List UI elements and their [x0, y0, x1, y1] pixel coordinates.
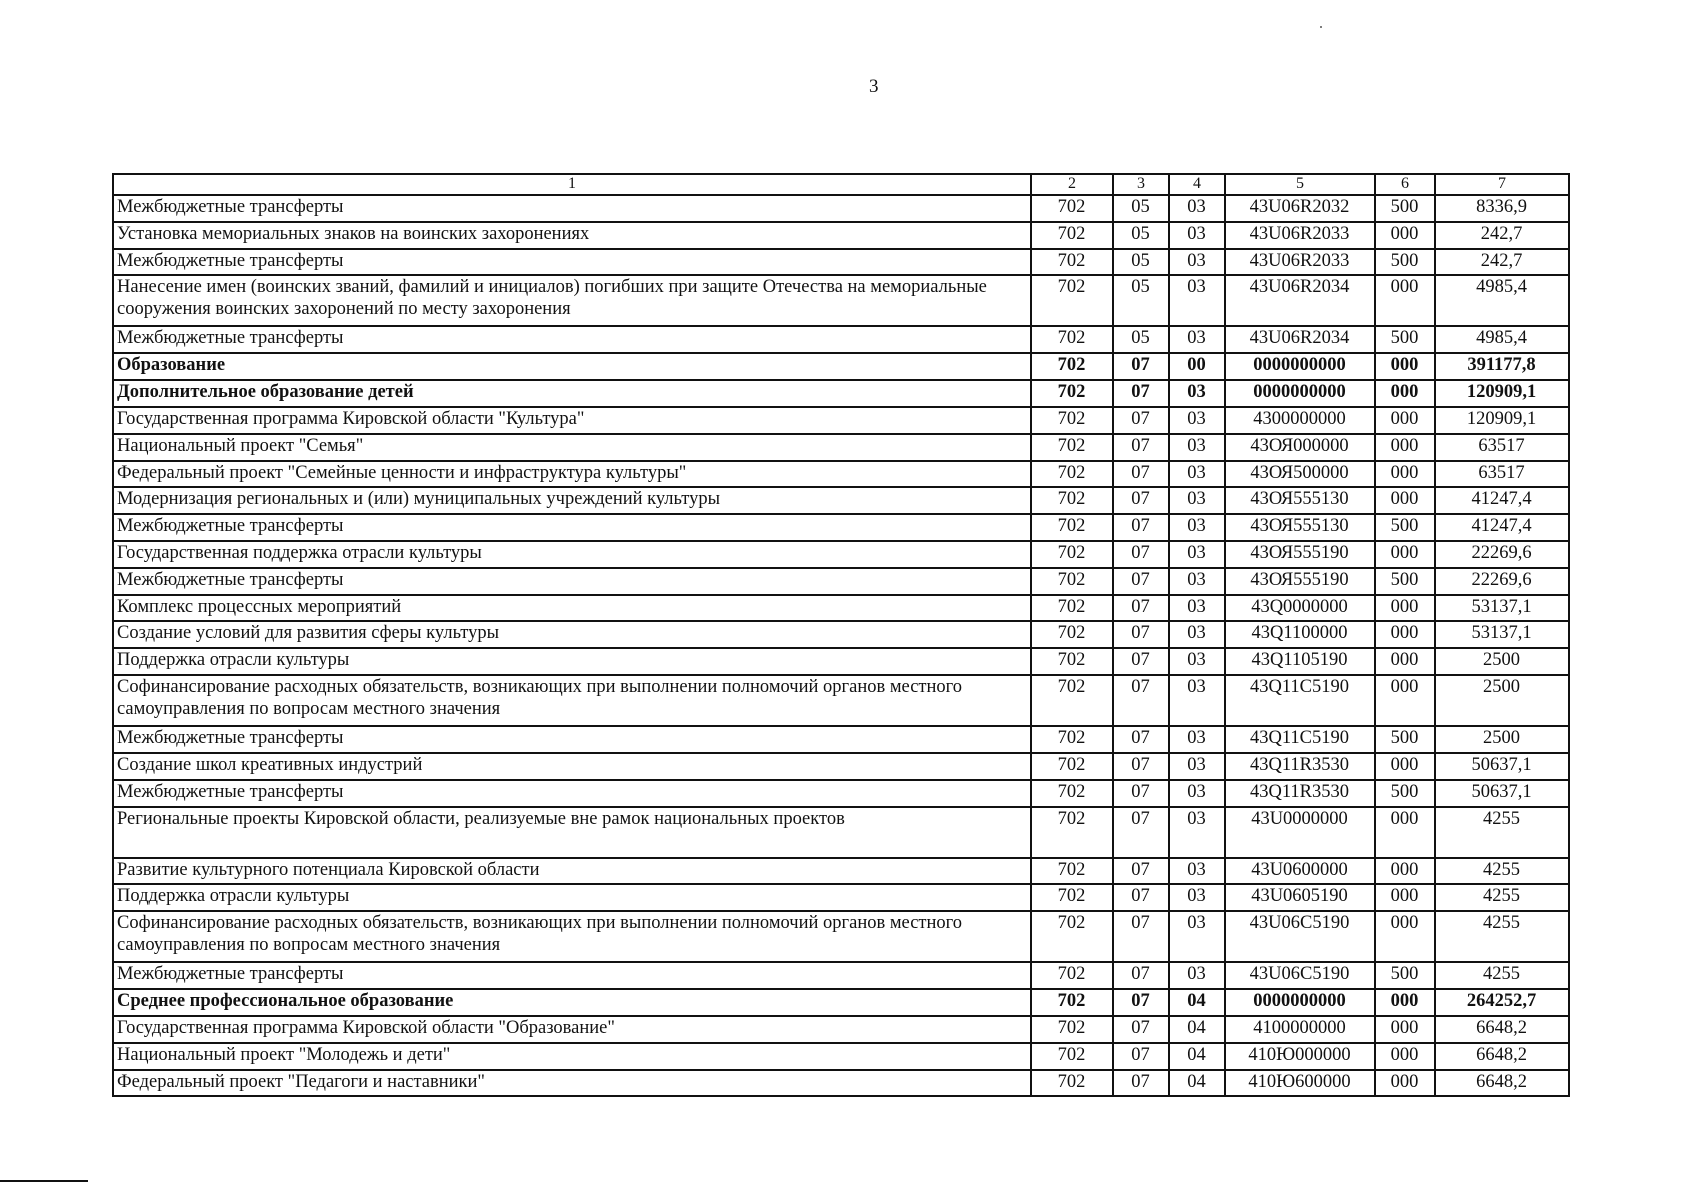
row-amount-cell: 242,7	[1435, 249, 1569, 276]
row-name-cell: Установка мемориальных знаков на воинских захоронениях	[113, 222, 1031, 249]
row-code-2-cell: 702	[1031, 541, 1113, 568]
row-code-6-cell: 000	[1375, 884, 1435, 911]
row-name-cell: Государственная программа Кировской области "Образование"	[113, 1016, 1031, 1043]
row-code-2-cell: 702	[1031, 911, 1113, 962]
row-amount-cell: 63517	[1435, 434, 1569, 461]
header-cell-1: 1	[113, 174, 1031, 195]
row-code-6-cell: 000	[1375, 753, 1435, 780]
row-name-cell: Государственная программа Кировской области "Культура"	[113, 407, 1031, 434]
row-code-2-cell: 702	[1031, 648, 1113, 675]
row-code-4-cell: 04	[1169, 1016, 1225, 1043]
row-code-5-cell: 43ОЯ555190	[1225, 568, 1375, 595]
row-code-5-cell: 43ОЯ555130	[1225, 514, 1375, 541]
row-code-3-cell: 07	[1113, 568, 1169, 595]
row-code-5-cell: 410Ю000000	[1225, 1043, 1375, 1070]
row-amount-cell: 2500	[1435, 675, 1569, 726]
row-name-cell: Поддержка отрасли культуры	[113, 648, 1031, 675]
row-amount-cell: 22269,6	[1435, 541, 1569, 568]
row-name-cell: Федеральный проект "Педагоги и наставники"	[113, 1070, 1031, 1097]
row-code-5-cell: 43Q1100000	[1225, 621, 1375, 648]
row-code-4-cell: 03	[1169, 962, 1225, 989]
row-amount-cell: 53137,1	[1435, 595, 1569, 622]
row-code-3-cell: 07	[1113, 1016, 1169, 1043]
row-name-cell: Дополнительное образование детей	[113, 380, 1031, 407]
header-cell-6: 6	[1375, 174, 1435, 195]
row-code-6-cell: 000	[1375, 807, 1435, 858]
row-code-3-cell: 07	[1113, 487, 1169, 514]
row-amount-cell: 6648,2	[1435, 1043, 1569, 1070]
row-code-2-cell: 702	[1031, 275, 1113, 326]
row-code-2-cell: 702	[1031, 884, 1113, 911]
row-code-6-cell: 000	[1375, 1016, 1435, 1043]
row-code-3-cell: 07	[1113, 648, 1169, 675]
row-code-5-cell: 4300000000	[1225, 407, 1375, 434]
row-code-3-cell: 05	[1113, 222, 1169, 249]
row-code-3-cell: 07	[1113, 380, 1169, 407]
header-cell-7: 7	[1435, 174, 1569, 195]
row-amount-cell: 4255	[1435, 884, 1569, 911]
row-code-3-cell: 07	[1113, 461, 1169, 488]
row-name-cell: Образование	[113, 353, 1031, 380]
row-code-4-cell: 03	[1169, 487, 1225, 514]
row-code-2-cell: 702	[1031, 780, 1113, 807]
row-code-6-cell: 000	[1375, 380, 1435, 407]
row-code-6-cell: 000	[1375, 434, 1435, 461]
row-name-cell: Национальный проект "Семья"	[113, 434, 1031, 461]
table-row	[113, 675, 1569, 726]
table-row	[113, 275, 1569, 326]
row-code-4-cell: 03	[1169, 780, 1225, 807]
row-code-5-cell: 43U0000000	[1225, 807, 1375, 858]
row-code-5-cell: 0000000000	[1225, 380, 1375, 407]
row-code-5-cell: 410Ю600000	[1225, 1070, 1375, 1097]
table-row	[113, 353, 1569, 380]
row-code-5-cell: 43Q1105190	[1225, 648, 1375, 675]
table-row	[113, 1070, 1569, 1097]
table-body	[113, 174, 1569, 1096]
row-code-5-cell: 43U06R2033	[1225, 222, 1375, 249]
table-row	[113, 621, 1569, 648]
row-code-2-cell: 702	[1031, 222, 1113, 249]
row-name-cell: Межбюджетные трансферты	[113, 780, 1031, 807]
row-code-4-cell: 03	[1169, 222, 1225, 249]
table-row	[113, 595, 1569, 622]
row-code-6-cell: 500	[1375, 568, 1435, 595]
row-code-5-cell: 43Q11C5190	[1225, 726, 1375, 753]
row-code-2-cell: 702	[1031, 434, 1113, 461]
row-amount-cell: 6648,2	[1435, 1016, 1569, 1043]
row-code-6-cell: 000	[1375, 541, 1435, 568]
budget-table	[112, 173, 1570, 1097]
row-amount-cell: 4255	[1435, 807, 1569, 858]
scan-speck	[1320, 26, 1322, 28]
row-code-2-cell: 702	[1031, 753, 1113, 780]
row-name-cell: Поддержка отрасли культуры	[113, 884, 1031, 911]
row-code-6-cell: 000	[1375, 989, 1435, 1016]
row-name-cell: Комплекс процессных мероприятий	[113, 595, 1031, 622]
row-code-2-cell: 702	[1031, 962, 1113, 989]
row-code-3-cell: 07	[1113, 353, 1169, 380]
row-code-4-cell: 03	[1169, 884, 1225, 911]
row-amount-cell: 2500	[1435, 726, 1569, 753]
row-amount-cell: 63517	[1435, 461, 1569, 488]
row-code-3-cell: 07	[1113, 780, 1169, 807]
row-code-3-cell: 07	[1113, 753, 1169, 780]
row-amount-cell: 4255	[1435, 858, 1569, 885]
row-amount-cell: 4985,4	[1435, 326, 1569, 353]
row-amount-cell: 6648,2	[1435, 1070, 1569, 1097]
row-code-2-cell: 702	[1031, 487, 1113, 514]
row-code-2-cell: 702	[1031, 568, 1113, 595]
row-amount-cell: 41247,4	[1435, 514, 1569, 541]
table-row	[113, 858, 1569, 885]
row-amount-cell: 41247,4	[1435, 487, 1569, 514]
row-code-5-cell: 43U06C5190	[1225, 962, 1375, 989]
table-row	[113, 753, 1569, 780]
table-row	[113, 380, 1569, 407]
table-row	[113, 461, 1569, 488]
row-code-6-cell: 500	[1375, 514, 1435, 541]
row-name-cell: Среднее профессиональное образование	[113, 989, 1031, 1016]
table-row	[113, 434, 1569, 461]
table-row	[113, 487, 1569, 514]
row-code-2-cell: 702	[1031, 595, 1113, 622]
row-code-5-cell: 43ОЯ555130	[1225, 487, 1375, 514]
row-code-5-cell: 43Q11R3530	[1225, 780, 1375, 807]
row-code-6-cell: 000	[1375, 1043, 1435, 1070]
row-code-6-cell: 500	[1375, 249, 1435, 276]
row-code-4-cell: 03	[1169, 407, 1225, 434]
row-code-3-cell: 07	[1113, 434, 1169, 461]
row-code-2-cell: 702	[1031, 726, 1113, 753]
row-name-cell: Нанесение имен (воинских званий, фамилий и инициалов) погибших при защите Отечества на мемориальные сооружения воинских захоронений по месту захоронения	[113, 275, 1031, 326]
row-name-cell: Создание условий для развития сферы культуры	[113, 621, 1031, 648]
row-code-3-cell: 07	[1113, 884, 1169, 911]
row-code-2-cell: 702	[1031, 407, 1113, 434]
row-code-3-cell: 07	[1113, 807, 1169, 858]
row-code-3-cell: 05	[1113, 275, 1169, 326]
table-row	[113, 884, 1569, 911]
row-code-4-cell: 03	[1169, 753, 1225, 780]
header-cell-3: 3	[1113, 174, 1169, 195]
row-code-6-cell: 500	[1375, 962, 1435, 989]
table-row	[113, 911, 1569, 962]
row-code-3-cell: 07	[1113, 911, 1169, 962]
row-code-3-cell: 07	[1113, 675, 1169, 726]
row-code-3-cell: 05	[1113, 195, 1169, 222]
row-code-3-cell: 07	[1113, 595, 1169, 622]
row-name-cell: Региональные проекты Кировской области, реализуемые вне рамок национальных проектов	[113, 807, 1031, 858]
row-code-4-cell: 03	[1169, 326, 1225, 353]
row-name-cell: Межбюджетные трансферты	[113, 326, 1031, 353]
table-row	[113, 989, 1569, 1016]
table-row	[113, 807, 1569, 858]
row-code-5-cell: 43U06R2034	[1225, 275, 1375, 326]
row-code-5-cell: 0000000000	[1225, 353, 1375, 380]
table-row	[113, 541, 1569, 568]
row-code-2-cell: 702	[1031, 514, 1113, 541]
row-code-5-cell: 43U0605190	[1225, 884, 1375, 911]
row-code-2-cell: 702	[1031, 353, 1113, 380]
row-code-6-cell: 000	[1375, 275, 1435, 326]
row-code-2-cell: 702	[1031, 380, 1113, 407]
row-code-6-cell: 000	[1375, 1070, 1435, 1097]
table-row	[113, 514, 1569, 541]
row-amount-cell: 242,7	[1435, 222, 1569, 249]
table-row	[113, 568, 1569, 595]
row-name-cell: Межбюджетные трансферты	[113, 249, 1031, 276]
row-code-6-cell: 000	[1375, 621, 1435, 648]
header-cell-5: 5	[1225, 174, 1375, 195]
page-number: 3	[869, 76, 879, 97]
row-code-2-cell: 702	[1031, 461, 1113, 488]
row-code-4-cell: 03	[1169, 595, 1225, 622]
row-code-4-cell: 03	[1169, 514, 1225, 541]
table-row	[113, 222, 1569, 249]
row-code-5-cell: 43ОЯ500000	[1225, 461, 1375, 488]
row-code-6-cell: 500	[1375, 326, 1435, 353]
row-code-3-cell: 07	[1113, 514, 1169, 541]
row-code-6-cell: 000	[1375, 407, 1435, 434]
row-code-2-cell: 702	[1031, 195, 1113, 222]
row-code-6-cell: 000	[1375, 648, 1435, 675]
row-amount-cell: 50637,1	[1435, 780, 1569, 807]
row-code-3-cell: 05	[1113, 326, 1169, 353]
row-code-4-cell: 03	[1169, 380, 1225, 407]
row-code-6-cell: 500	[1375, 726, 1435, 753]
row-name-cell: Межбюджетные трансферты	[113, 568, 1031, 595]
table-row	[113, 326, 1569, 353]
row-code-4-cell: 03	[1169, 675, 1225, 726]
row-code-2-cell: 702	[1031, 1016, 1113, 1043]
row-code-6-cell: 500	[1375, 780, 1435, 807]
row-code-4-cell: 03	[1169, 726, 1225, 753]
row-code-4-cell: 03	[1169, 807, 1225, 858]
row-code-5-cell: 0000000000	[1225, 989, 1375, 1016]
row-code-4-cell: 04	[1169, 989, 1225, 1016]
row-code-4-cell: 04	[1169, 1043, 1225, 1070]
table-row	[113, 407, 1569, 434]
row-code-2-cell: 702	[1031, 989, 1113, 1016]
table-row	[113, 726, 1569, 753]
row-code-5-cell: 43U0600000	[1225, 858, 1375, 885]
row-amount-cell: 53137,1	[1435, 621, 1569, 648]
row-name-cell: Создание школ креативных индустрий	[113, 753, 1031, 780]
row-code-4-cell: 00	[1169, 353, 1225, 380]
row-code-2-cell: 702	[1031, 858, 1113, 885]
row-amount-cell: 4255	[1435, 962, 1569, 989]
row-amount-cell: 120909,1	[1435, 407, 1569, 434]
row-name-cell: Софинансирование расходных обязательств, возникающих при выполнении полномочий органов местного самоуправления по вопросам местного значения	[113, 911, 1031, 962]
row-code-5-cell: 43U06R2033	[1225, 249, 1375, 276]
row-code-4-cell: 03	[1169, 621, 1225, 648]
row-code-3-cell: 07	[1113, 726, 1169, 753]
row-code-2-cell: 702	[1031, 1043, 1113, 1070]
row-code-5-cell: 43U06R2032	[1225, 195, 1375, 222]
row-code-3-cell: 07	[1113, 407, 1169, 434]
row-code-5-cell: 43ОЯ000000	[1225, 434, 1375, 461]
row-code-3-cell: 07	[1113, 989, 1169, 1016]
row-code-5-cell: 43ОЯ555190	[1225, 541, 1375, 568]
table-row	[113, 962, 1569, 989]
row-code-2-cell: 702	[1031, 326, 1113, 353]
row-code-4-cell: 03	[1169, 249, 1225, 276]
table-row	[113, 249, 1569, 276]
row-code-6-cell: 000	[1375, 858, 1435, 885]
row-code-5-cell: 43Q0000000	[1225, 595, 1375, 622]
row-name-cell: Межбюджетные трансферты	[113, 514, 1031, 541]
row-code-3-cell: 05	[1113, 249, 1169, 276]
row-code-5-cell: 43Q11C5190	[1225, 675, 1375, 726]
row-code-4-cell: 03	[1169, 195, 1225, 222]
row-code-4-cell: 03	[1169, 461, 1225, 488]
row-amount-cell: 4985,4	[1435, 275, 1569, 326]
row-code-6-cell: 000	[1375, 911, 1435, 962]
row-code-3-cell: 07	[1113, 1043, 1169, 1070]
row-code-3-cell: 07	[1113, 1070, 1169, 1097]
row-code-4-cell: 04	[1169, 1070, 1225, 1097]
row-name-cell: Федеральный проект "Семейные ценности и инфраструктура культуры"	[113, 461, 1031, 488]
row-code-3-cell: 07	[1113, 962, 1169, 989]
table-row	[113, 195, 1569, 222]
table-row	[113, 1043, 1569, 1070]
row-code-5-cell: 43U06R2034	[1225, 326, 1375, 353]
row-name-cell: Межбюджетные трансферты	[113, 195, 1031, 222]
row-code-2-cell: 702	[1031, 1070, 1113, 1097]
row-code-6-cell: 000	[1375, 222, 1435, 249]
row-amount-cell: 2500	[1435, 648, 1569, 675]
row-code-5-cell: 43U06C5190	[1225, 911, 1375, 962]
table-row	[113, 648, 1569, 675]
row-amount-cell: 8336,9	[1435, 195, 1569, 222]
row-code-6-cell: 500	[1375, 195, 1435, 222]
row-code-5-cell: 43Q11R3530	[1225, 753, 1375, 780]
row-name-cell: Межбюджетные трансферты	[113, 962, 1031, 989]
row-amount-cell: 120909,1	[1435, 380, 1569, 407]
row-code-6-cell: 000	[1375, 595, 1435, 622]
row-code-4-cell: 03	[1169, 858, 1225, 885]
row-name-cell: Национальный проект "Молодежь и дети"	[113, 1043, 1031, 1070]
row-code-2-cell: 702	[1031, 675, 1113, 726]
table-row	[113, 1016, 1569, 1043]
row-code-4-cell: 03	[1169, 911, 1225, 962]
row-name-cell: Развитие культурного потенциала Кировской области	[113, 858, 1031, 885]
header-cell-4: 4	[1169, 174, 1225, 195]
row-code-3-cell: 07	[1113, 858, 1169, 885]
row-code-4-cell: 03	[1169, 541, 1225, 568]
row-code-3-cell: 07	[1113, 541, 1169, 568]
row-code-4-cell: 03	[1169, 434, 1225, 461]
row-code-6-cell: 000	[1375, 353, 1435, 380]
row-code-2-cell: 702	[1031, 249, 1113, 276]
footnote-separator-line	[0, 1180, 88, 1182]
row-name-cell: Модернизация региональных и (или) муниципальных учреждений культуры	[113, 487, 1031, 514]
row-code-3-cell: 07	[1113, 621, 1169, 648]
row-amount-cell: 264252,7	[1435, 989, 1569, 1016]
row-amount-cell: 22269,6	[1435, 568, 1569, 595]
row-name-cell: Государственная поддержка отрасли культуры	[113, 541, 1031, 568]
row-code-4-cell: 03	[1169, 568, 1225, 595]
row-amount-cell: 391177,8	[1435, 353, 1569, 380]
row-code-2-cell: 702	[1031, 807, 1113, 858]
row-code-6-cell: 000	[1375, 675, 1435, 726]
table-row	[113, 780, 1569, 807]
row-amount-cell: 50637,1	[1435, 753, 1569, 780]
row-name-cell: Софинансирование расходных обязательств, возникающих при выполнении полномочий органов местного самоуправления по вопросам местного значения	[113, 675, 1031, 726]
row-code-4-cell: 03	[1169, 275, 1225, 326]
row-code-6-cell: 000	[1375, 461, 1435, 488]
table-header-row	[113, 174, 1569, 195]
row-code-4-cell: 03	[1169, 648, 1225, 675]
row-name-cell: Межбюджетные трансферты	[113, 726, 1031, 753]
header-cell-2: 2	[1031, 174, 1113, 195]
row-amount-cell: 4255	[1435, 911, 1569, 962]
row-code-2-cell: 702	[1031, 621, 1113, 648]
row-code-6-cell: 000	[1375, 487, 1435, 514]
row-code-5-cell: 4100000000	[1225, 1016, 1375, 1043]
